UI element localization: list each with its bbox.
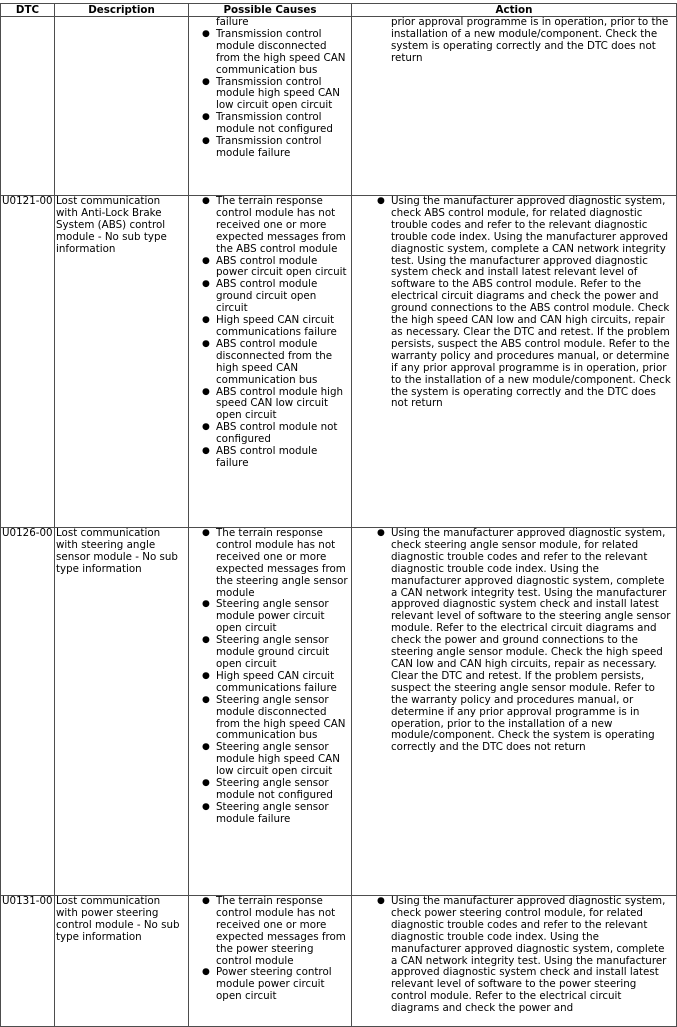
cause-item: ● The terrain response control module has not received one or more expected messages from the power steering control module xyxy=(202,896,349,967)
header-possible-causes: Possible Causes xyxy=(189,4,352,17)
cause-item: ● Power steering control module power circuit open circuit xyxy=(202,967,349,1003)
cause-item: ● Transmission control module failure xyxy=(202,136,349,160)
dtc-description: Lost communication with power steering control module - No sub type information xyxy=(55,896,189,1027)
cause-item: ● Steering angle sensor module failure xyxy=(202,802,349,826)
cause-item: ● ABS control module high speed CAN low circuit open circuit xyxy=(202,387,349,423)
dtc-description xyxy=(55,17,189,196)
cause-item: ● ABS control module not configured xyxy=(202,422,349,446)
table-row xyxy=(1,528,677,896)
possible-causes xyxy=(189,17,352,196)
action-cell xyxy=(352,17,677,196)
cause-item: ● Steering angle sensor module disconnected from the high speed CAN communication bus xyxy=(202,695,349,743)
cause-item: ● ABS control module disconnected from the high speed CAN communication bus xyxy=(202,339,349,387)
possible-causes xyxy=(189,896,352,1027)
action-cell xyxy=(352,196,677,528)
cause-item: ● Steering angle sensor module power circuit open circuit xyxy=(202,599,349,635)
cause-item: ● Steering angle sensor module high speed CAN low circuit open circuit xyxy=(202,742,349,778)
cause-list xyxy=(202,528,349,826)
table-row xyxy=(1,896,677,1027)
dtc-description: Lost communication with steering angle sensor module - No sub type information xyxy=(55,528,189,896)
cause-item: ● Transmission control module disconnected from the high speed CAN communication bus xyxy=(202,29,349,77)
action-cell xyxy=(352,528,677,896)
table-header-row xyxy=(1,4,677,17)
dtc-description: Lost communication with Anti-Lock Brake System (ABS) control module - No sub type information xyxy=(55,196,189,528)
cause-item: ● The terrain response control module has not received one or more expected messages from the ABS control module xyxy=(202,196,349,256)
dtc-code: U0121-00 xyxy=(1,196,55,528)
action-list xyxy=(377,896,672,1015)
dtc-code: U0131-00 xyxy=(1,896,55,1027)
cause-item: ● Transmission control module not configured xyxy=(202,112,349,136)
action-item: ● Using the manufacturer approved diagnostic system, check ABS control module, for related diagnostic trouble codes and refer to the relevant diagnostic trouble code index. Using the manufacturer approved diagnostic system, complete a CAN network integrity test. Using the manufacturer approved diagnostic system check and install latest relevant level of software to the ABS control module. Refer to the electrical circuit diagrams and check the power and ground connections to the ABS control module. Check the high speed CAN low and CAN high circuits, repair as necessary. Clear the DTC and retest. If the problem persists, suspect the ABS control module. Refer to the warranty policy and procedures manual, or determine if any prior approval programme is in operation, prior to the installation of a new module/component. Check the system is operating correctly and the DTC does not return xyxy=(377,196,672,410)
table-row xyxy=(1,196,677,528)
cause-continued: failure xyxy=(216,16,249,28)
cause-item: ● High speed CAN circuit communications failure xyxy=(202,315,349,339)
cause-item: ● Steering angle sensor module ground circuit open circuit xyxy=(202,635,349,671)
action-list xyxy=(377,528,672,754)
action-list xyxy=(377,196,672,410)
header-action: Action xyxy=(352,4,677,17)
cause-item: ● The terrain response control module has not received one or more expected messages from the steering angle sensor module xyxy=(202,528,349,599)
cause-item: ● ABS control module failure xyxy=(202,446,349,470)
cause-item: ● ABS control module ground circuit open circuit xyxy=(202,279,349,315)
action-cell xyxy=(352,896,677,1027)
header-description: Description xyxy=(55,4,189,17)
action-item: ● Using the manufacturer approved diagnostic system, check steering angle sensor module, for related diagnostic trouble codes and refer to the relevant diagnostic trouble code index. Using the manufacturer approved diagnostic system, complete a CAN network integrity test. Using the manufacturer approved diagnostic system check and install latest relevant level of software to the steering angle sensor module. Refer to the electrical circuit diagrams and check the power and ground connections to the steering angle sensor module. Check the high speed CAN low and CAN high circuits, repair as necessary. Clear the DTC and retest. If the problem persists, suspect the steering angle sensor module. Refer to the warranty policy and procedures manual, or determine if any prior approval programme is in operation, prior to the installation of a new module/component. Check the system is operating correctly and the DTC does not return xyxy=(377,528,672,754)
cause-list xyxy=(202,896,349,1003)
cause-item: ● Steering angle sensor module not configured xyxy=(202,778,349,802)
dtc-table xyxy=(0,3,677,1027)
action-continued: prior approval programme is in operation, prior to the installation of a new module/component. Check the system is operating correctly and the DTC does not return xyxy=(391,16,669,64)
table-row xyxy=(1,17,677,196)
cause-item: ● Transmission control module high speed CAN low circuit open circuit xyxy=(202,77,349,113)
header-dtc: DTC xyxy=(1,4,55,17)
cause-list xyxy=(202,29,349,160)
possible-causes xyxy=(189,196,352,528)
action-item: ● Using the manufacturer approved diagnostic system, check power steering control module, for related diagnostic trouble codes and refer to the relevant diagnostic trouble code index. Using the manufacturer approved diagnostic system, complete a CAN network integrity test. Using the manufacturer approved diagnostic system check and install latest relevant level of software to the power steering control module. Refer to the electrical circuit diagrams and check the power and xyxy=(377,896,672,1015)
cause-item: ● High speed CAN circuit communications failure xyxy=(202,671,349,695)
dtc-code: U0126-00 xyxy=(1,528,55,896)
cause-list xyxy=(202,196,349,470)
dtc-code xyxy=(1,17,55,196)
cause-item: ● ABS control module power circuit open circuit xyxy=(202,256,349,280)
possible-causes xyxy=(189,528,352,896)
